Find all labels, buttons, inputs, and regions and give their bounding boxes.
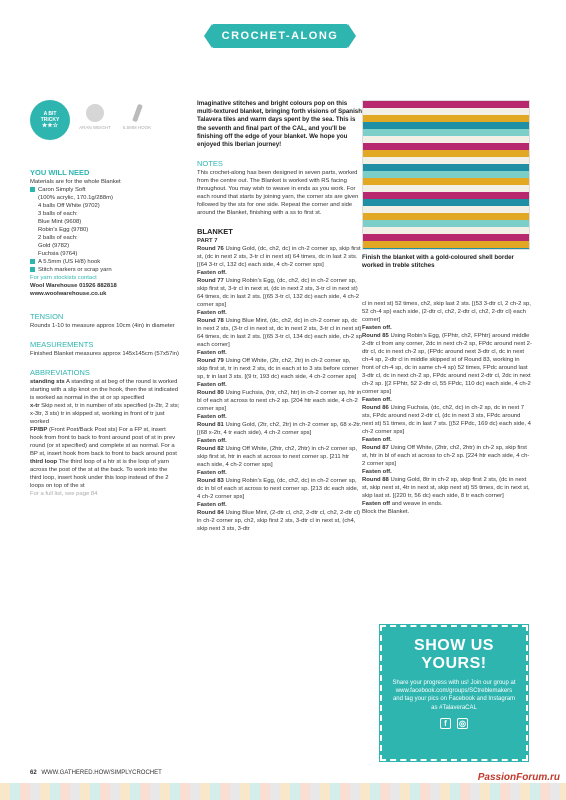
yarn-stripe — [363, 206, 529, 213]
fasten-off-label: Fasten off. — [362, 469, 392, 475]
watermark-logo: PassionForum.ru — [477, 772, 560, 783]
yarn-stripe — [363, 136, 529, 143]
footer-site-link[interactable]: WWW.GATHERED.HOW/SIMPLYCROCHET — [41, 770, 162, 776]
page-number: 62 — [30, 770, 37, 776]
material-blue-mint: Blue Mint (9608) — [38, 219, 82, 225]
measurements-text: Finished Blanket measures approx 145x145cm (57x57in) — [30, 351, 179, 357]
yarn-stripe — [363, 115, 529, 122]
round-instructions: Using Blue Mint, (dc, ch2, dc) in ch-2 corner sp, dc in next 2 sts, (3-tr cl in next st, dc in next 2 sts, 3-tr cl in next st) 64 times, dc in last 2 sts. [(65 3-tr cl, 134 dc) each side, ch-2 sp each corner] — [197, 318, 363, 349]
pattern-line — [362, 468, 532, 476]
stockist-phone: Wool Warehouse 01926 882818 — [30, 283, 117, 289]
yarn-stripe — [363, 171, 529, 178]
yarn-stripe — [363, 220, 529, 227]
abbreviation-item — [30, 402, 180, 426]
fasten-off-label: Fasten off. — [197, 470, 227, 477]
part-label: PART 7 — [197, 238, 218, 245]
pattern-column — [197, 100, 362, 533]
yarn-stripe — [363, 157, 529, 164]
round-instructions: cl in next st) 52 times, ch2, skip last 2 sts. [(53 3-dtr cl, 2 ch-2 sp, 52 ch-4 sp) each side, (2-dtr cl, ch2, 2-dtr cl, ch2, 2-dtr cl) each corner] — [362, 301, 531, 323]
material-robins-egg: Robin's Egg (9780) — [38, 227, 89, 233]
pattern-line — [197, 357, 362, 381]
abbreviations-heading: ABBREVIATIONS — [30, 368, 90, 377]
skill-badge — [30, 100, 70, 140]
yarn-stripe — [363, 143, 529, 150]
round-label: Round 78 — [197, 318, 224, 325]
pattern-line — [197, 245, 362, 269]
pattern-line — [197, 445, 362, 469]
yarn-ball-icon — [86, 104, 104, 122]
pattern-column-continued — [362, 300, 532, 516]
round-label: Round 79 — [197, 358, 224, 365]
yarn-stripe — [363, 101, 529, 108]
material-gold: Gold (9782) — [38, 243, 70, 249]
show-us-title: SHOW US YOURS! — [414, 637, 494, 672]
abbreviation-definition: Skip next st, tr in number of sts specified (x-2tr, 2 sts; x-3tr, 3 sts) tr in skipped st, working in front of tr just worked — [30, 403, 180, 425]
skill-level-row — [30, 100, 180, 162]
social-icons — [382, 718, 526, 729]
round-instructions: Using Blue Mint, (2-dtr cl, ch2, 2-dtr cl, ch2, 2-dtr cl) in ch-2 corner sp, ch2, skip first 2 sts, 3-dtr cl in next st, (ch4, skip next 3 sts, 3-dtr — [197, 510, 361, 533]
yarn-stripe — [363, 199, 529, 206]
yarn-stripe — [363, 241, 529, 248]
round-instructions: Using Fuchsia, (htr, ch2, htr) in ch-2 corner sp, htr in bl of each st across to next ch-2 sp. [204 htr each side, 4 ch-2 corner sps] — [197, 390, 362, 413]
fasten-off-label: Fasten off. — [362, 325, 392, 331]
pattern-line — [362, 500, 532, 508]
instagram-icon[interactable]: ◎ — [457, 718, 468, 729]
round-instructions: and weave in ends. — [390, 501, 443, 507]
pattern-line — [197, 381, 362, 389]
pattern-line — [197, 437, 362, 445]
bullet-icon — [30, 259, 35, 264]
material-caron-detail: (100% acrylic, 170.1g/288m) — [38, 195, 113, 201]
abbreviation-item — [30, 426, 180, 458]
material-fuchsia: Fuchsia (9764) — [38, 251, 78, 257]
material-markers: Stitch markers or scrap yarn — [30, 266, 180, 274]
abbreviation-term: FP/BP — [30, 427, 48, 433]
show-us-text: Share your progress with us! Join our group at www.facebook.com/groups/SCtreblemakers and tag your pics on Facebook and Instagram as #TalaveraCAL — [392, 680, 516, 711]
fasten-off-label: Fasten off. — [362, 397, 392, 403]
fasten-off-label: Fasten off. — [362, 437, 392, 443]
measurements-heading: MEASUREMENTS — [30, 340, 94, 349]
round-instructions: Using Gold, (dc, ch2, dc) in ch-2 corner sp, skip first st, (dc in next 2 sts, 3-tr cl in next st) 64 times, dc in last 2 sts. [(64 3-tr cl, 132 dc) each side, 4 ch-2 corner sps] — [197, 246, 361, 269]
full-list-reference[interactable]: For a full list, see page 84 — [30, 491, 98, 497]
material-caron: Caron Simply Soft — [30, 186, 180, 194]
material-two-each: 2 balls of each: — [38, 235, 78, 241]
tension-heading: TENSION — [30, 312, 64, 321]
fasten-off-label: Fasten off. — [197, 310, 227, 317]
yarn-stripe — [363, 248, 529, 250]
pattern-line — [197, 309, 362, 317]
abbreviation-item — [30, 378, 180, 402]
facebook-icon[interactable]: f — [440, 718, 451, 729]
round-label: Round 76 — [197, 246, 224, 253]
blanket-heading: BLANKET — [197, 227, 233, 237]
round-instructions: Using Robin's Egg, (FPhtr, ch2, FPhtr) around middle 2-dtr cl from any corner, 2dc in next ch-2 sp, FPdc around next 2-dtr cl, dc in next ch-2 sp, (FPdc around next 3-dtr cl, dc in next ch-4 sp, 2-dtr cl in middle skipped st of Round 83, working in front of ch-4 sp, dc in same ch-4 sp) 52 times, FPdc around last 3-dtr cl, dc in next ch-2 sp, FPdc around next 2-dtr cl, 2dc in next ch-2 sp. [(2 FPhtr, 52 2-dtr cl, 55 FPdc, 110 dc) each side, 4 ch-2 corner sps] — [362, 333, 532, 395]
round-label: Round 86 — [362, 405, 389, 411]
abbreviation-definition: A standing st at beg of the round is worked starting with a slip knot on the hook, then the st indicated is worked as normal in the st or sp specified — [30, 379, 179, 401]
pattern-line — [362, 476, 532, 500]
pattern-line — [362, 404, 532, 436]
pattern-line — [362, 508, 532, 516]
decorative-tile-band — [0, 783, 566, 800]
yarn-stripe — [363, 227, 529, 234]
yarn-stripe — [363, 122, 529, 129]
skill-badge-line2: TRICKY — [40, 117, 60, 123]
abbreviation-definition: (Front Post/Back Post sts) For a FP st, insert hook from front to back to front around post of st in prev round (or st specified) and complete st as normal. For a BP st, insert hook from back to front to back around post — [30, 427, 177, 457]
pattern-line — [197, 269, 362, 277]
pattern-line — [197, 421, 362, 437]
round-label: Round 80 — [197, 390, 224, 397]
hook-size-label: 5.5MM HOOK — [122, 125, 152, 130]
round-instructions: Using Fuchsia, (dc, ch2, dc) in ch-2 sp, dc in next 7 sts, FPdc around next 2-dtr cl, (dc in next 3 sts, FPdc around next st) 51 times, dc in last 7 sts. [(52 FPdc, 169 dc) each side, 4 ch-2 corner sps] — [362, 405, 531, 435]
fasten-off-label: Fasten off. — [197, 438, 227, 445]
round-instructions: Using Off White, (2htr, ch2, 2htr) in ch-2 sp, skip first st, htr in bl of each st across to ch-2 sp. [224 htr each side, 4 ch-2 corner sps] — [362, 445, 530, 467]
section-tab: CROCHET-ALONG — [212, 24, 348, 48]
notes-text: This crochet-along has been designed in seven parts, worked from the centre out. The Blanket is worked with RS facing throughout. You may wish to weave in ends as you work. For each round that starts by joining yarn, the corner sts are given followed by the sts for one side. Repeat the corner and side around the Blanket, finishing with a ss to first st. — [197, 170, 359, 217]
round-label: Round 87 — [362, 445, 389, 451]
material-three-each: 3 balls of each: — [38, 211, 78, 217]
skill-badge-line1: A BIT — [43, 111, 57, 117]
round-instructions: Block the Blanket. — [362, 509, 410, 515]
pattern-line — [362, 324, 532, 332]
yarn-stripe — [363, 108, 529, 115]
tension-text: Rounds 1-10 to measure approx 10cm (4in) in diameter — [30, 323, 175, 329]
abbreviation-term: third loop — [30, 459, 58, 465]
fasten-off-label: Fasten off. — [197, 414, 227, 421]
abbreviations-list — [30, 378, 180, 490]
abbreviation-term: x-tr — [30, 403, 40, 409]
yarn-stripe — [363, 234, 529, 241]
round-instructions: Using Gold, 8tr in ch-2 sp, skip first 2 sts, (dc in next st, skip next st, 4tr in next st, skip next st) 55 times, dc in next st, skip last st. [(220 tr, 56 dc) each side, 8 tr each corner] — [362, 477, 530, 499]
yarn-weight-label: ARAN WEIGHT — [79, 125, 111, 130]
yarn-stripe — [363, 150, 529, 157]
bullet-icon — [30, 267, 35, 272]
fasten-off-label: Fasten off. — [197, 502, 227, 509]
pattern-line — [197, 469, 362, 477]
fasten-off-label: Fasten off. — [197, 270, 227, 277]
round-label: Round 85 — [362, 333, 389, 339]
pattern-line — [197, 317, 362, 349]
round-label: Round 77 — [197, 278, 224, 285]
yarn-stripe — [363, 213, 529, 220]
round-instructions: Using Off White, (2htr, ch2, 2htr) in ch-2 corner sp, skip first st, htr in each st across to next corner sp. [211 htr each side, 4 ch-2 corner sps] — [197, 446, 357, 469]
skill-stars-icon: ★★☆ — [41, 123, 59, 129]
round-label: Round 81 — [197, 422, 224, 429]
yarn-stripe — [363, 129, 529, 136]
you-will-need-heading: YOU WILL NEED — [30, 168, 90, 177]
pattern-line — [362, 300, 532, 324]
stockist-website-link[interactable]: www.woolwarehouse.co.uk — [30, 291, 107, 297]
pattern-line — [362, 396, 532, 404]
pattern-line — [197, 277, 362, 309]
yarn-weight-item — [78, 104, 112, 131]
pattern-line — [197, 389, 362, 413]
crochet-hook-icon — [132, 104, 143, 123]
stockists-note: For yarn stockists contact — [30, 275, 97, 281]
bullet-icon — [30, 187, 35, 192]
show-us-yours-box — [380, 625, 528, 761]
pattern-line — [362, 332, 532, 396]
material-hook: A 5.5mm (US H/8) hook — [30, 258, 180, 266]
abbreviation-definition: The third loop of a htr st is the loop of yarn across the post of the st at the back. To work into the third loop, insert hook under this loop instead of the 2 loops on top of the st — [30, 459, 170, 489]
round-label: Round 88 — [362, 477, 389, 483]
materials-intro: Materials are for the whole Blanket — [30, 179, 121, 185]
pattern-line — [197, 501, 362, 509]
fasten-off-label: Fasten off — [362, 501, 391, 507]
yarn-stripe — [363, 178, 529, 185]
materials-column — [30, 100, 180, 498]
pattern-line — [197, 509, 362, 533]
pattern-line — [197, 477, 362, 501]
fasten-off-label: Fasten off. — [197, 350, 227, 357]
round-instructions: Using Off White, (2tr, ch2, 2tr) in ch-2 corner sp, skip first st, tr in next 2 sts, dc in each st to 3 sts before corner sp, tr in last 3 sts. [(9 tr, 193 dc) each side, 4 ch-2 corner sps] — [197, 358, 359, 381]
rounds-list-a — [197, 245, 362, 533]
abbreviation-item — [30, 458, 180, 490]
hook-size-item — [120, 104, 154, 131]
blanket-photo — [362, 100, 530, 250]
pattern-line — [197, 413, 362, 421]
yarn-stripe — [363, 185, 529, 192]
yarn-stripe — [363, 164, 529, 171]
round-instructions: Using Gold, (2tr, ch2, 2tr) in ch-2 corner sp, 68 x-2tr. [(68 x-2tr, 4 tr each side), 4 ch-2 corner sps] — [197, 422, 362, 437]
fasten-off-label: Fasten off. — [197, 382, 227, 389]
material-offwhite: 4 balls Off White (9702) — [38, 203, 100, 209]
pattern-line — [362, 444, 532, 468]
round-label: Round 82 — [197, 446, 224, 453]
notes-heading: NOTES — [197, 159, 223, 169]
round-instructions: Using Robin's Egg, (dc, ch2, dc) in ch-2 corner sp, skip first st, 3-tr cl in next st, (dc in next 2 sts, 3-tr cl in next st) 64 times, dc in last 2 sts. [(65 3-tr cl, 132 dc) each side, 4 ch-2 corner sps] — [197, 278, 360, 309]
round-instructions: Using Robin's Egg, (dc, ch2, dc) in ch-2 corner sp, dc in bl of each st across to next corner sp. [213 dc each side, 4 ch-2 corner sps] — [197, 478, 359, 501]
abbreviation-term: standing sts — [30, 379, 65, 385]
yarn-stripe — [363, 192, 529, 199]
photo-caption: Finish the blanket with a gold-coloured shell border worked in treble stitches — [362, 254, 514, 269]
header-band — [0, 0, 566, 78]
round-label: Round 83 — [197, 478, 224, 485]
rounds-list-b — [362, 300, 532, 516]
pattern-line — [197, 349, 362, 357]
round-label: Round 84 — [197, 510, 224, 517]
page-footer — [30, 770, 162, 776]
intro-paragraph: Imaginative stitches and bright colours pop on this multi-textured blanket, bringing forth visions of Spanish Talavera tiles and warm days spent by the sea. This is the seventh and final part of the CAL, and you'll be finishing off the edge of your blanket. We hope you enjoyed this Iberian journey! — [197, 100, 363, 149]
pattern-line — [362, 436, 532, 444]
